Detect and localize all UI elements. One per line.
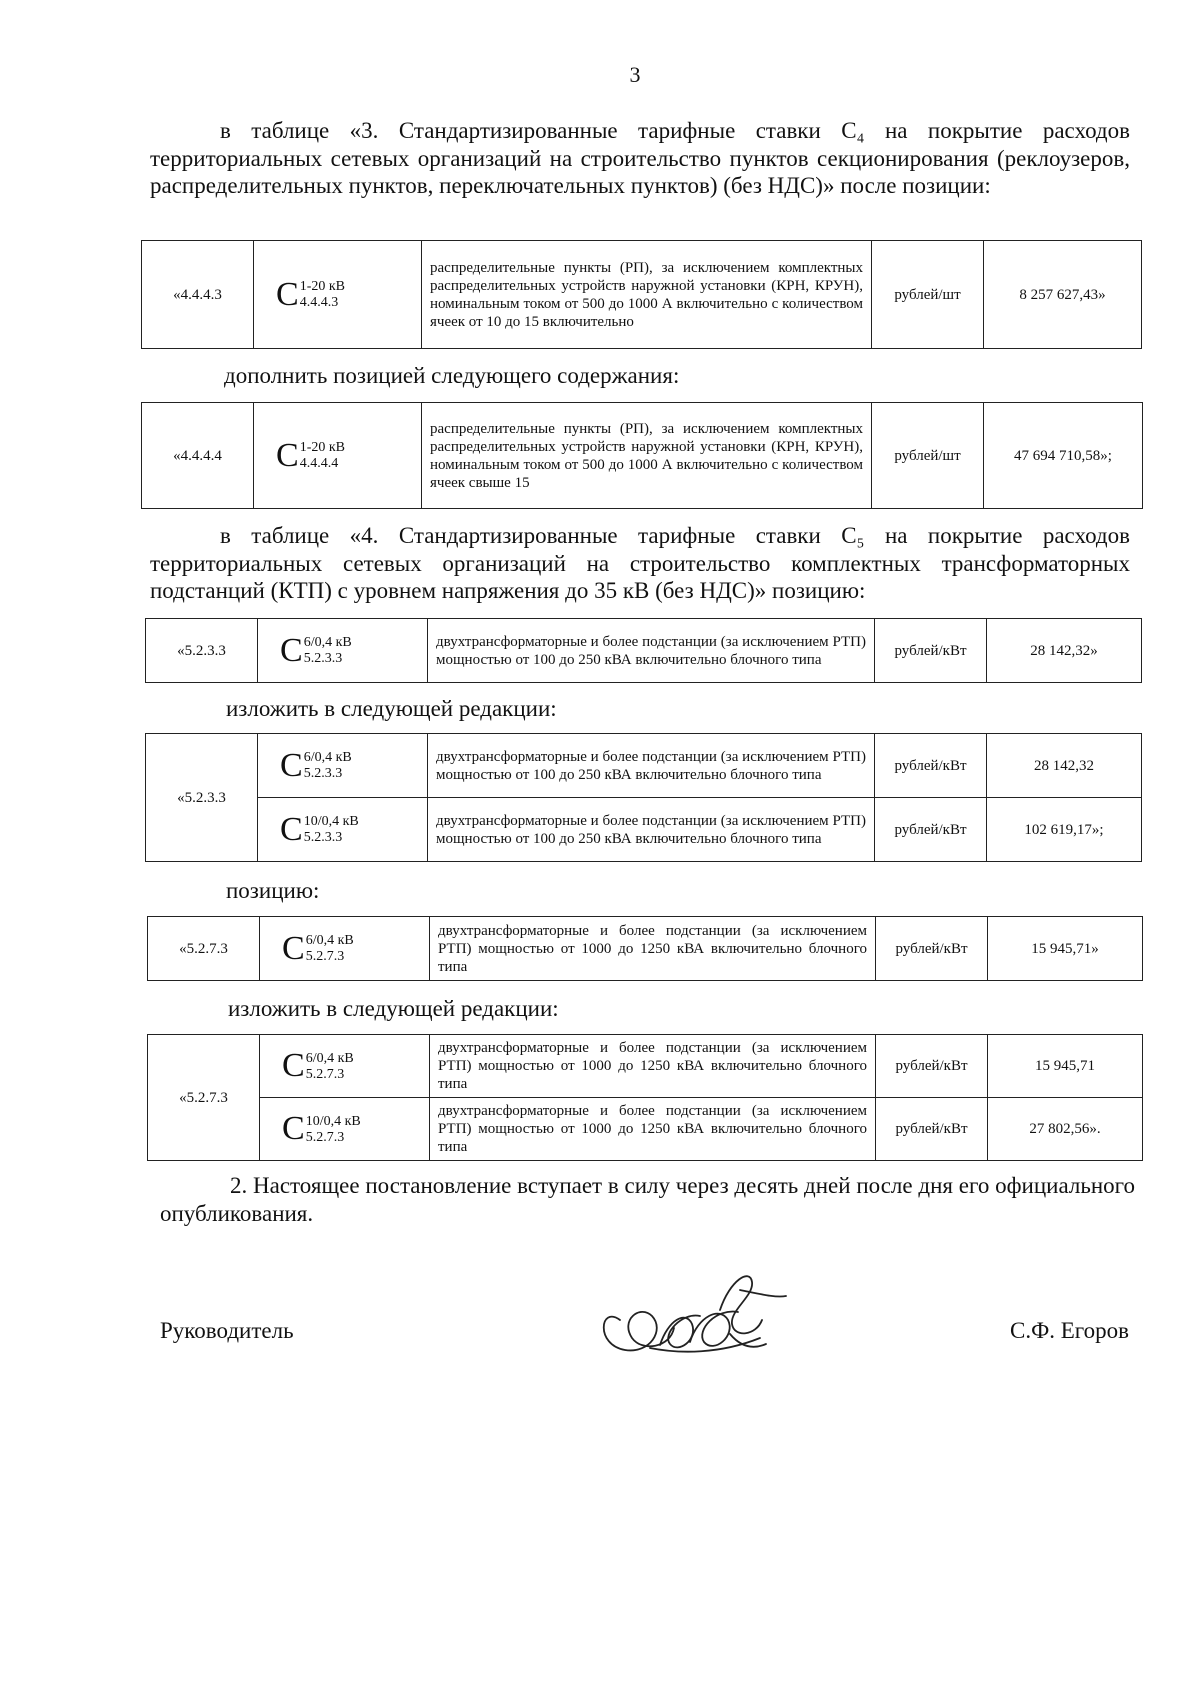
cell-position: «5.2.7.3 — [148, 917, 260, 981]
paragraph-text: 2. Настоящее постановление вступает в силу через десять дней после дня его официального опубликования. — [160, 1173, 1135, 1226]
cell-unit: рублей/шт — [872, 403, 984, 509]
cell-value: 28 142,32 — [987, 734, 1142, 798]
cell-symbol: С 10/0,4 кВ 5.2.7.3 — [260, 1098, 430, 1161]
cell-value: 102 619,17»; — [987, 798, 1142, 862]
cell-position: «5.2.3.3 — [146, 734, 258, 862]
cell-description: двухтрансформаторные и более подстанции (за исключением РТП) мощностью от 100 до 250 кВА включительно блочного типа — [428, 798, 875, 862]
table-position-5273-old — [147, 916, 1143, 981]
cell-description: двухтрансформаторные и более подстанции (за исключением РТП) мощностью от 1000 до 1250 кВА включительно блочного типа — [430, 1035, 876, 1098]
table-row — [148, 1035, 1143, 1098]
lead-add-position: дополнить позицией следующего содержания: — [224, 363, 680, 388]
cell-value: 27 802,56». — [988, 1098, 1143, 1161]
cell-description: распределительные пункты (РП), за исключением комплектных распределительных устройств наружной установки (КРН, КРУН), номинальным током от 500 до 1000 А включительно с количеством ячеек свыше 15 — [422, 403, 872, 509]
signatory-title: Руководитель — [160, 1318, 294, 1343]
cell-unit: рублей/кВт — [876, 1098, 988, 1161]
cell-unit: рублей/кВт — [875, 734, 987, 798]
cell-position: «5.2.7.3 — [148, 1035, 260, 1161]
paragraph-table3-intro — [150, 117, 1130, 200]
cell-value: 47 694 710,58»; — [984, 403, 1143, 509]
table-position-5273-new — [147, 1034, 1143, 1161]
table-row — [146, 798, 1142, 862]
cell-symbol: С 1-20 кВ 4.4.4.4 — [254, 403, 422, 509]
cell-unit: рублей/кВт — [876, 917, 988, 981]
cell-description: двухтрансформаторные и более подстанции (за исключением РТП) мощностью от 100 до 250 кВА включительно блочного типа — [428, 734, 875, 798]
table-position-5233-old — [145, 618, 1142, 683]
table-position-4444 — [141, 402, 1143, 509]
paragraph-effective-date — [160, 1172, 1135, 1227]
cell-description: двухтрансформаторные и более подстанции (за исключением РТП) мощностью от 100 до 250 кВА включительно блочного типа — [428, 619, 875, 683]
cell-value: 15 945,71 — [988, 1035, 1143, 1098]
signatory-name: С.Ф. Егоров — [1010, 1318, 1130, 1343]
cell-symbol: С 6/0,4 кВ 5.2.7.3 — [260, 1035, 430, 1098]
cell-description: двухтрансформаторные и более подстанции (за исключением РТП) мощностью от 1000 до 1250 кВА включительно блочного типа — [430, 917, 876, 981]
handwritten-signature-icon — [590, 1250, 790, 1370]
cell-position: «4.4.4.4 — [142, 403, 254, 509]
page-number: 3 — [629, 62, 641, 87]
table-row — [148, 1098, 1143, 1161]
cell-unit: рублей/кВт — [875, 798, 987, 862]
cell-description: распределительные пункты (РП), за исключением комплектных распределительных устройств наружной установки (КРН, КРУН), номинальным током от 500 до 1000 А включительно с количеством ячеек от 10 до 15 включительно — [422, 241, 872, 349]
cell-description: двухтрансформаторные и более подстанции (за исключением РТП) мощностью от 1000 до 1250 кВА включительно блочного типа — [430, 1098, 876, 1161]
paragraph-text: в таблице «3. Стандартизированные тарифные ставки С₄ на покрытие расходов территориальных сетевых организаций на строительство пунктов секционирования (реклоузеров, распределительных пунктов, переключательных пунктов) (без НДС)» после позиции: — [150, 118, 1130, 198]
lead-new-edition-2: изложить в следующей редакции: — [228, 996, 559, 1021]
cell-symbol: С 10/0,4 кВ 5.2.3.3 — [258, 798, 428, 862]
cell-unit: рублей/шт — [872, 241, 984, 349]
lead-new-edition-1: изложить в следующей редакции: — [226, 696, 557, 721]
cell-value: 15 945,71» — [988, 917, 1143, 981]
cell-symbol: С 6/0,4 кВ 5.2.3.3 — [258, 619, 428, 683]
cell-position: «5.2.3.3 — [146, 619, 258, 683]
paragraph-table4-intro — [150, 522, 1130, 605]
cell-value: 28 142,32» — [987, 619, 1142, 683]
table-row — [146, 734, 1142, 798]
cell-unit: рублей/кВт — [875, 619, 987, 683]
paragraph-text: в таблице «4. Стандартизированные тарифные ставки С₅ на покрытие расходов территориальных сетевых организаций на строительство комплектных трансформаторных подстанций (КТП) с уровнем напряжения до 35 кВ (без НДС)» позицию: — [150, 523, 1130, 603]
cell-symbol: С 1-20 кВ 4.4.4.3 — [254, 241, 422, 349]
table-position-4443 — [141, 240, 1142, 349]
cell-value: 8 257 627,43» — [984, 241, 1142, 349]
cell-symbol: С 6/0,4 кВ 5.2.7.3 — [260, 917, 430, 981]
table-position-5233-new — [145, 733, 1142, 862]
cell-position: «4.4.4.3 — [142, 241, 254, 349]
cell-symbol: С 6/0,4 кВ 5.2.3.3 — [258, 734, 428, 798]
lead-position: позицию: — [226, 878, 320, 903]
cell-unit: рублей/кВт — [876, 1035, 988, 1098]
